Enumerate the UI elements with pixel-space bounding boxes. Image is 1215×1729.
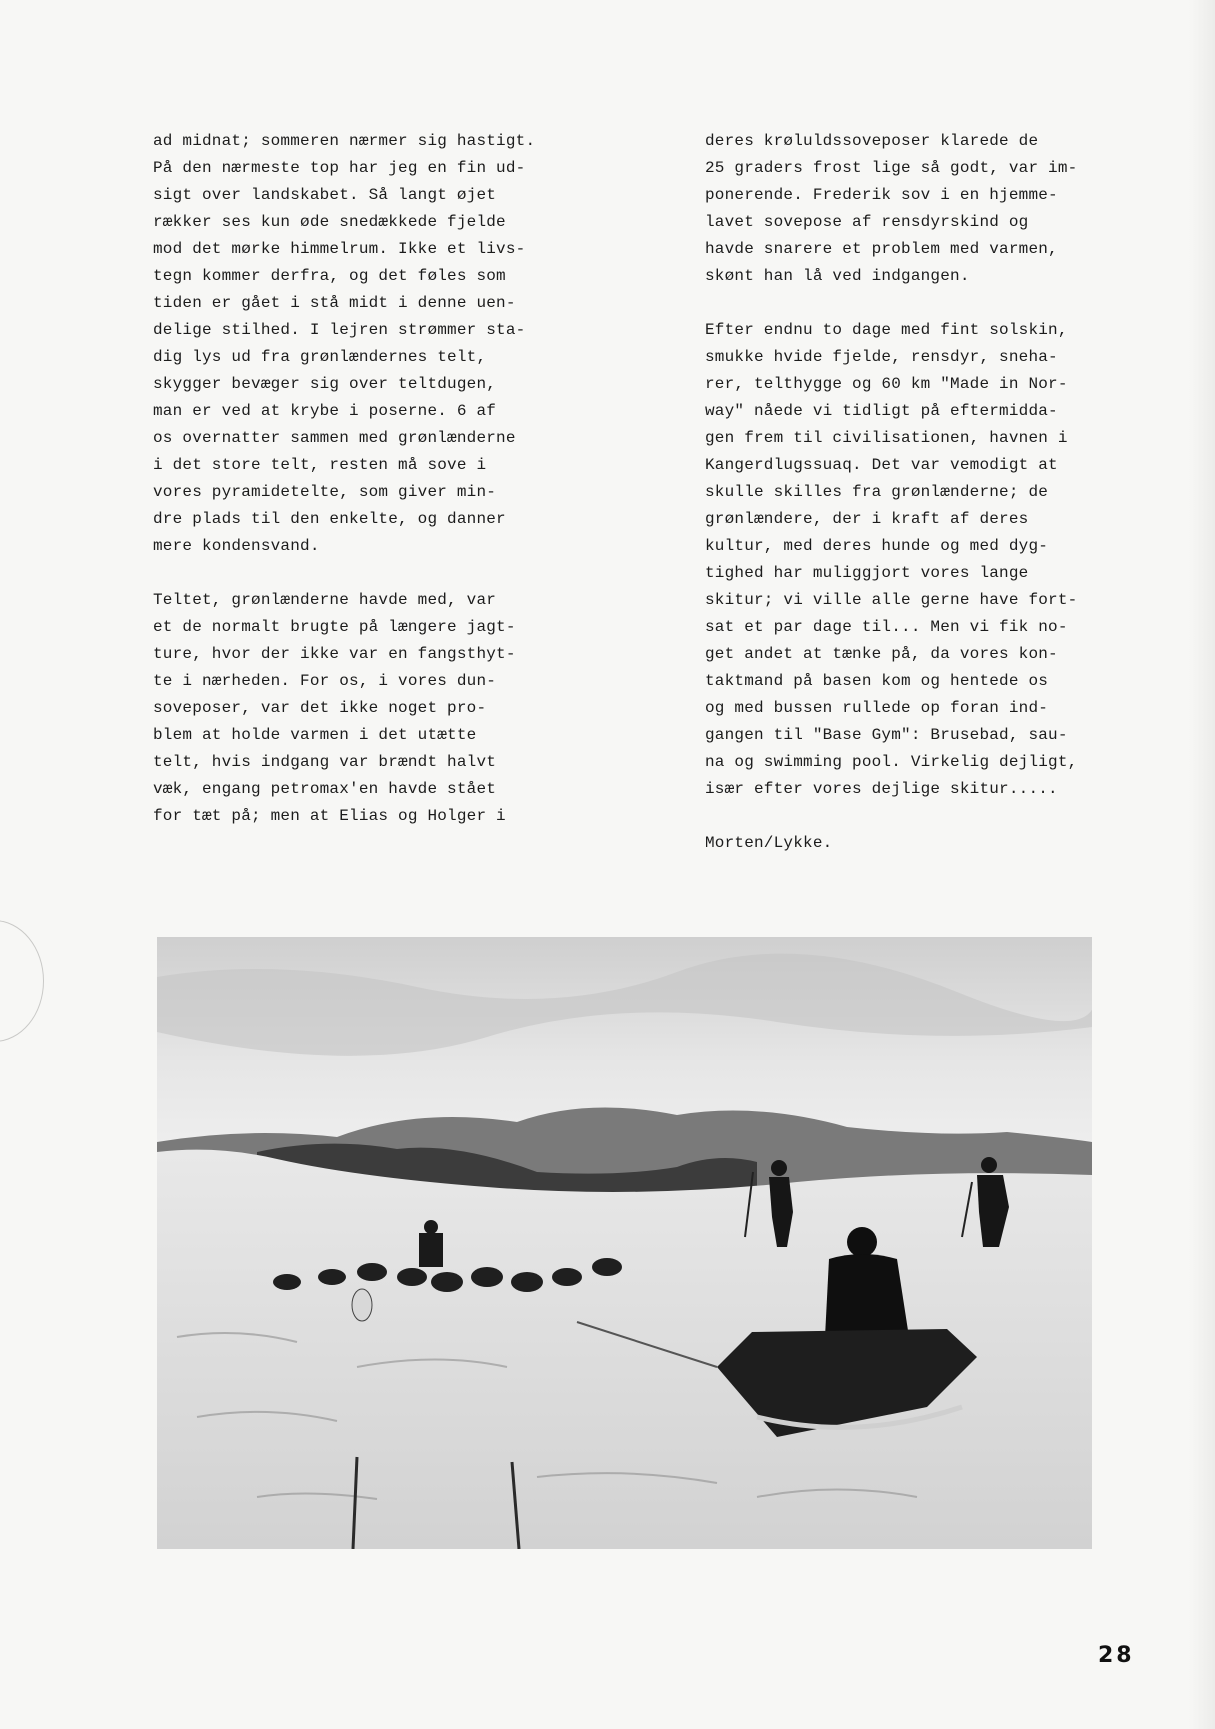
left-paragraph-1: ad midnat; sommeren nærmer sig hastigt. På den nærmeste top har jeg en fin ud- sigt over landskabet. Så langt øjet rækker ses kun øde snedækkede fjelde mod det mørke himmelrum. Ikke et livs- tegn kommer derfra, og det føles som tiden er gået i stå midt i denne uen- delige stilhed. I lejren strømmer sta- dig lys ud fra grønlændernes telt, skygger bevæger sig over teltdugen, man er ved at krybe i poserne. 6 af os overnatter sammen med grønlænderne i det store telt, resten må sove i vores pyramidetelte, som giver min- dre plads til den enkelte, og danner mere kondensvand. — [153, 132, 536, 555]
page-number: 28 — [1098, 1643, 1135, 1668]
right-text-column — [705, 128, 1125, 884]
left-text-column — [153, 128, 573, 857]
photo-illustration — [157, 937, 1092, 1549]
expedition-photo — [157, 937, 1092, 1549]
page-edge-shadow — [1189, 0, 1215, 1729]
right-paragraph-2: Efter endnu to dage med fint solskin, smukke hvide fjelde, rensdyr, sneha- rer, telthygge og 60 km "Made in Nor- way" nåede vi tidligt på eftermidda- gen frem til civilisationen, havnen i Kangerdlugssuaq. Det var vemodigt at skulle skilles fra grønlænderne; de grønlændere, der i kraft af deres kultur, med deres hunde og med dyg- tighed har muliggjort vores lange skitur; vi ville alle gerne have fort- sat et par dage til... Men vi fik no- get andet at tænke på, da vores kon- taktmand på basen kom og hentede os og med bussen rullede op foran ind- gangen til "Base Gym": Brusebad, sau- na og swimming pool. Virkelig dejligt, især efter vores dejlige skitur..... — [705, 321, 1078, 798]
binder-hole — [0, 920, 44, 1042]
left-paragraph-2: Teltet, grønlænderne havde med, var et de normalt brugte på længere jagt- ture, hvor der ikke var en fangsthyt- te i nærheden. For os, i vores dun- soveposer, var det ikke noget pro- blem at holde varmen i det utætte telt, hvis indgang var brændt halvt væk, engang petromax'en havde stået for tæt på; men at Elias og Holger i — [153, 591, 516, 825]
right-paragraph-1: deres krøluldssoveposer klarede de 25 graders frost lige så godt, var im- ponerende. Frederik sov i en hjemme- lavet sovepose af rensdyrskind og havde snarere et problem med varmen, skønt han lå ved indgangen. — [705, 132, 1078, 285]
author-signature: Morten/Lykke. — [705, 834, 833, 852]
